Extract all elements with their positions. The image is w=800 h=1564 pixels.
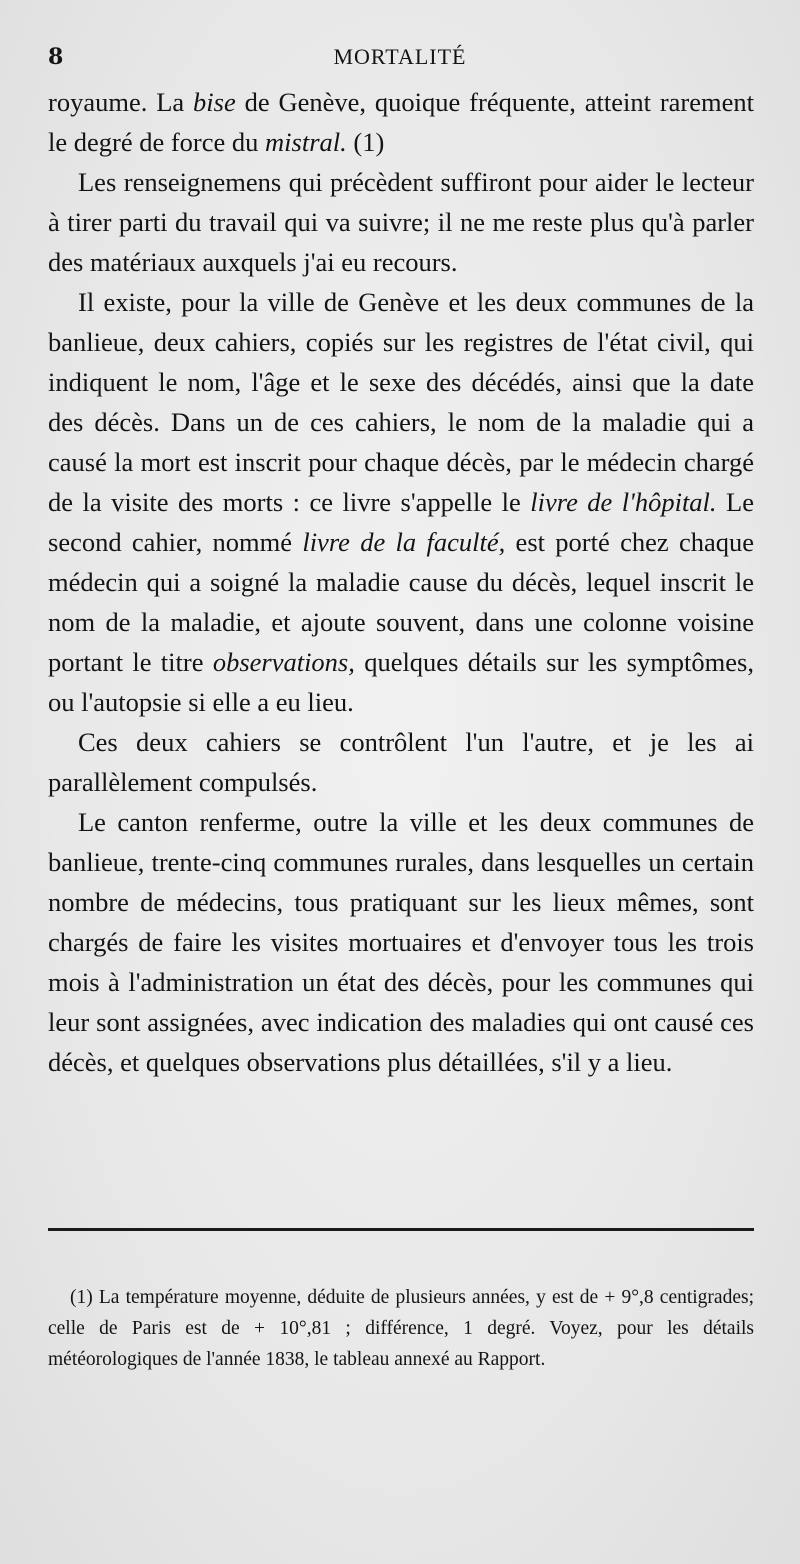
italic-livre-hopital: livre de l'hôpital.	[530, 487, 717, 517]
body-text	[48, 82, 754, 1082]
paragraph-5: Le canton renferme, outre la ville et les deux communes de banlieue, trente-cinq communes rurales, dans lesquelles un certain nombre de médecins, tous pratiquant sur les lieux mêmes, sont chargés de faire les visites mortuaires et d'envoyer tous les trois mois à l'administration un état des décès, pour les communes qui leur sont assignées, avec indication des maladies qui ont causé ces décès, et quelques observations plus détaillées, s'il y a lieu.	[48, 807, 754, 1077]
page-number: 8	[48, 44, 64, 70]
footnote-reference: (1)	[346, 127, 385, 157]
italic-mistral: mistral.	[265, 127, 347, 157]
footnote-separator	[48, 1228, 754, 1231]
italic-bise: bise	[193, 87, 236, 117]
paragraph-1-part-a: royaume. La	[48, 87, 194, 117]
footnote-text: (1) La température moyenne, déduite de plusieurs années, y est de + 9°,8 centigrades; celle de Paris est de + 10°,81 ; différence, 1 degré. Voyez, pour les détails météorologiques de l'année 1838, le tableau annexé au Rapport.	[48, 1287, 754, 1370]
paragraph-1-part-b: de Genève, quoique fréquente, atteint rarement le degré de force du	[48, 87, 754, 157]
paragraph-3-part-a: Il existe, pour la ville de Genève et les deux communes de la banlieue, deux cahiers, copiés sur les registres de l'état civil, qui indiquent le nom, l'âge et le sexe des décédés, ainsi que la date des décès. Dans un de ces cahiers, le nom de la maladie qui a causé la mort est inscrit pour chaque décès, par le médecin chargé de la visite des morts : ce livre s'appelle le	[48, 287, 754, 517]
running-head: MORTALITÉ	[333, 44, 467, 69]
footnote	[48, 1282, 754, 1375]
paragraph-3-part-c: est porté chez chaque médecin qui a soigné la maladie cause du décès, lequel inscrit le nom de la maladie, et ajoute souvent, dans une colonne voisine portant le titre	[48, 527, 754, 677]
paragraph-4: Ces deux cahiers se contrôlent l'un l'autre, et je les ai parallèlement compulsés.	[48, 727, 754, 797]
paragraph-2: Les renseignemens qui précèdent suffiront pour aider le lecteur à tirer parti du travail qui va suivre; il ne me reste plus qu'à parler des matériaux auxquels j'ai eu recours.	[48, 167, 754, 277]
italic-observations: observations,	[212, 647, 355, 677]
page-header	[48, 40, 752, 76]
paragraph-3-part-d: quelques détails sur les symptômes, ou l'autopsie si elle a eu lieu.	[48, 647, 754, 717]
italic-livre-faculte: livre de la faculté,	[302, 527, 506, 557]
paragraph-3-part-b: Le second cahier, nommé	[48, 487, 754, 557]
paragraph-3	[48, 282, 754, 722]
paragraph-1	[48, 82, 754, 162]
